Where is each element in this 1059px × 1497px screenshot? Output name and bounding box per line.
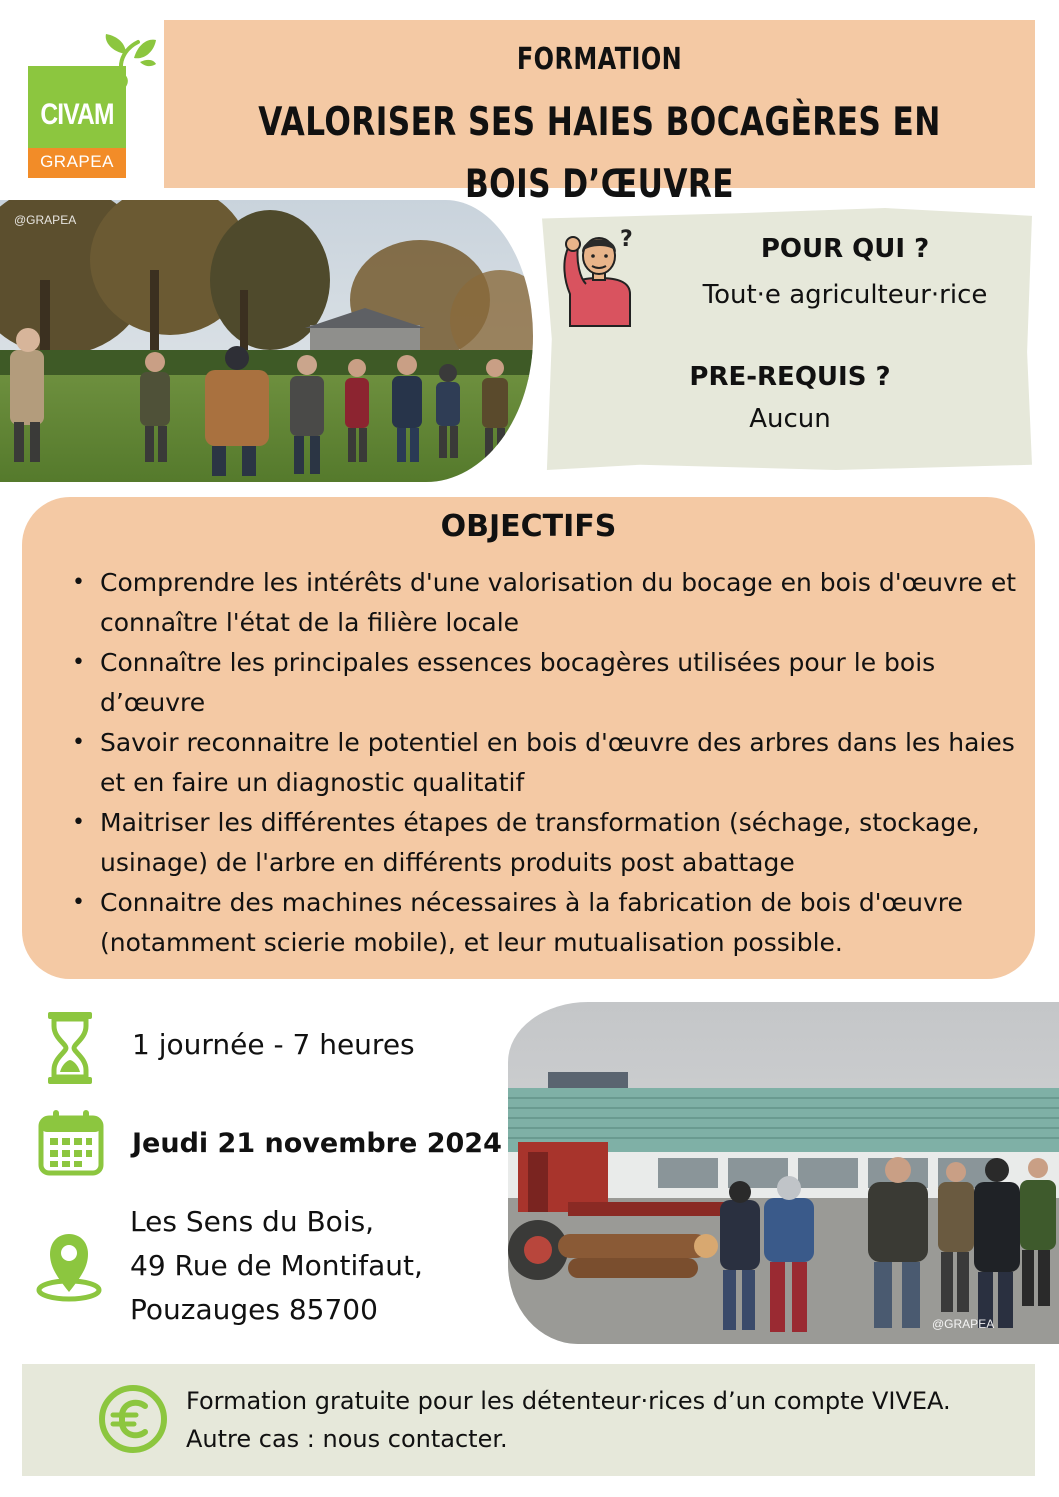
objectives-list <box>72 563 1022 963</box>
logo-civam-text: CIVAM <box>40 98 114 131</box>
title-line-1: VALORISER SES HAIES BOCAGÈRES EN <box>258 100 941 145</box>
address-line-1: Les Sens du Bois, <box>130 1205 375 1238</box>
objectives-title: OBJECTIFS <box>440 509 617 544</box>
event-date: Jeudi 21 novembre 2024 <box>132 1128 502 1159</box>
duration-text: 1 journée - 7 heures <box>132 1028 415 1061</box>
sawmill-illustration <box>508 1002 1059 1344</box>
photo2-watermark: @GRAPEA <box>932 1317 995 1331</box>
prerequisites-title: PRE-REQUIS ? <box>689 362 891 392</box>
hourglass-icon <box>46 1010 94 1086</box>
calendar-icon <box>38 1108 104 1176</box>
euro-icon <box>98 1384 168 1454</box>
pricing-footer <box>22 1364 1035 1476</box>
logo-grapea-text: GRAPEA <box>40 152 114 171</box>
sawmill-photo <box>508 1002 1059 1344</box>
field-visit-photo <box>0 200 533 482</box>
page-title <box>251 92 948 216</box>
objective-item: • Maitriser les différentes étapes de transformation (séchage, stockage, usinage) de l'arbre en différents produits post abattage <box>72 803 1022 883</box>
thinking-person-icon <box>556 222 642 328</box>
pricing-text <box>186 1382 951 1458</box>
title-banner <box>164 20 1035 207</box>
banner-kicker: FORMATION <box>516 42 683 77</box>
civam-grapea-logo <box>28 30 156 180</box>
objective-item: • Comprendre les intérêts d'une valorisation du bocage en bois d'œuvre et connaître l'état de la filière locale <box>72 563 1022 643</box>
audience-title: POUR QUI ? <box>760 234 930 264</box>
objectives-panel <box>22 497 1035 979</box>
field-visit-illustration <box>0 200 533 482</box>
objective-item: • Connaître les principales essences bocagères utilisées pour le bois d’œuvre <box>72 643 1022 723</box>
address-line-2: 49 Rue de Montifaut, <box>130 1249 423 1282</box>
pricing-line-2: Autre cas : nous contacter. <box>186 1425 508 1453</box>
title-line-2: BOIS D’ŒUVRE <box>464 162 735 207</box>
svg-text:?: ? <box>620 227 633 252</box>
objective-item: • Connaitre des machines nécessaires à la fabrication de bois d'œuvre (notamment scierie mobile), et leur mutualisation possible. <box>72 883 1022 963</box>
photo1-watermark: @GRAPEA <box>14 213 77 227</box>
event-address <box>130 1200 423 1332</box>
prerequisites-value: Aucun <box>749 404 831 434</box>
audience-value: Tout·e agriculteur·rice <box>702 280 988 310</box>
address-line-3: Pouzauges 85700 <box>130 1293 378 1326</box>
objective-item: • Savoir reconnaitre le potentiel en bois d'œuvre des arbres dans les haies et en faire un diagnostic qualitatif <box>72 723 1022 803</box>
location-pin-icon <box>36 1230 102 1302</box>
pricing-line-1: Formation gratuite pour les détenteur·rices d’un compte VIVEA. <box>186 1387 951 1415</box>
